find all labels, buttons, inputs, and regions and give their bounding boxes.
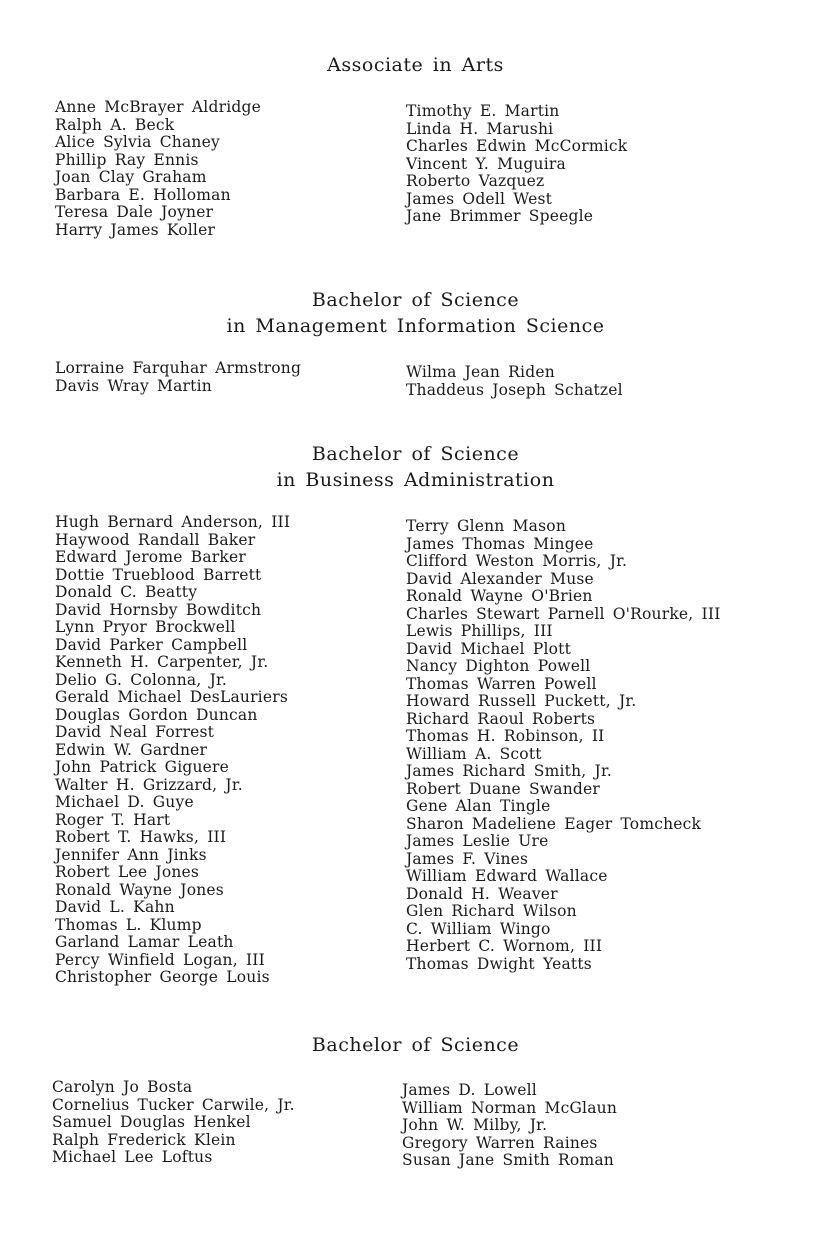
section-heading xyxy=(0,441,831,493)
graduate-name: Wilma Jean Riden xyxy=(406,363,555,381)
graduate-name: Thomas H. Robinson, II xyxy=(406,727,605,745)
graduate-name: Gerald Michael DesLauriers xyxy=(55,688,288,706)
graduate-name: Ralph Frederick Klein xyxy=(52,1130,236,1149)
name-list-right xyxy=(406,364,623,399)
graduate-name: Lorraine Farquhar Armstrong xyxy=(55,359,302,377)
graduate-name: Edwin W. Gardner xyxy=(55,740,208,759)
graduate-name: C. William Wingo xyxy=(406,919,551,938)
graduate-name: Anne McBrayer Aldridge xyxy=(55,98,261,116)
graduate-name: Sharon Madeliene Eager Tomcheck xyxy=(406,814,702,833)
graduate-name: Terry Glenn Mason xyxy=(406,517,566,535)
name-list-left xyxy=(52,1079,295,1167)
graduate-name: Timothy E. Martin xyxy=(406,102,560,120)
graduate-name: James Thomas Mingee xyxy=(406,534,594,553)
graduate-name: David Hornsby Bowditch xyxy=(55,600,262,619)
graduate-name: Haywood Randall Baker xyxy=(55,530,256,549)
graduate-name: Thomas L. Klump xyxy=(55,915,202,934)
graduate-name: Samuel Douglas Henkel xyxy=(52,1113,251,1131)
graduate-name: Thomas Dwight Yeatts xyxy=(406,954,592,973)
graduate-name: James F. Vines xyxy=(406,849,529,868)
graduate-name: Nancy Dighton Powell xyxy=(406,657,591,675)
graduate-name: Jennifer Ann Jinks xyxy=(55,845,207,864)
graduate-name: Douglas Gordon Duncan xyxy=(55,705,258,724)
graduate-name: Edward Jerome Barker xyxy=(55,548,246,566)
graduate-name: Roger T. Hart xyxy=(55,810,171,829)
graduate-name: Christopher George Louis xyxy=(55,968,270,986)
section-bachelor-of-science xyxy=(0,1032,831,1169)
name-list-left xyxy=(55,99,261,239)
graduate-name: Lynn Pryor Brockwell xyxy=(55,618,236,636)
graduate-name: James Leslie Ure xyxy=(406,832,549,850)
section-heading xyxy=(0,52,831,78)
graduate-name: Glen Richard Wilson xyxy=(406,902,577,920)
graduate-name: James Richard Smith, Jr. xyxy=(406,762,612,780)
name-list-left xyxy=(55,514,290,987)
graduate-name: Charles Edwin McCormick xyxy=(406,137,628,155)
graduate-name: Harry James Koller xyxy=(55,220,216,239)
graduate-name: Susan Jane Smith Roman xyxy=(402,1151,614,1169)
graduate-name: Alice Sylvia Chaney xyxy=(55,133,220,151)
graduate-name: John Patrick Giguere xyxy=(55,758,230,776)
graduate-name: Charles Stewart Parnell O'Rourke, III xyxy=(406,604,721,623)
graduate-name: Gregory Warren Raines xyxy=(402,1133,598,1152)
graduate-name: Robert T. Hawks, III xyxy=(55,828,227,846)
graduate-name: Hugh Bernard Anderson, III xyxy=(55,513,291,531)
graduate-name: Donald H. Weaver xyxy=(406,884,558,903)
graduate-name: Herbert C. Wornom, III xyxy=(406,937,603,955)
graduate-name: Cornelius Tucker Carwile, Jr. xyxy=(52,1095,295,1114)
heading-line: Bachelor of Science xyxy=(311,289,520,311)
graduate-name: Robert Duane Swander xyxy=(406,779,601,798)
graduate-name: William Norman McGlaun xyxy=(402,1098,618,1117)
graduate-name: Dottie Trueblood Barrett xyxy=(55,565,262,584)
graduate-name: Thaddeus Joseph Schatzel xyxy=(406,380,623,399)
section-bs-business-administration xyxy=(0,441,831,986)
graduate-name: Percy Winfield Logan, III xyxy=(55,950,265,969)
graduate-name: Ronald Wayne Jones xyxy=(55,880,224,899)
graduate-name: Linda H. Marushi xyxy=(406,119,554,138)
graduate-name: Michael D. Guye xyxy=(55,793,194,811)
graduate-name: James D. Lowell xyxy=(402,1081,537,1099)
graduate-name: John W. Milby, Jr. xyxy=(402,1116,548,1134)
graduate-name: Roberto Vazquez xyxy=(406,172,545,190)
section-heading xyxy=(0,1032,831,1058)
graduate-name: Lewis Phillips, III xyxy=(406,622,553,640)
graduate-name: Davis Wray Martin xyxy=(55,376,212,395)
graduate-name: Teresa Dale Joyner xyxy=(55,203,214,221)
graduate-name: Carolyn Jo Bosta xyxy=(52,1078,193,1096)
name-list-right xyxy=(402,1082,617,1170)
graduate-name: William A. Scott xyxy=(406,744,542,763)
graduate-name: David Parker Campbell xyxy=(55,635,248,654)
graduate-name: Jane Brimmer Speegle xyxy=(406,207,594,225)
graduate-name: David Alexander Muse xyxy=(406,569,594,588)
graduate-name: David L. Kahn xyxy=(55,898,175,916)
heading-line: Associate in Arts xyxy=(327,54,504,76)
heading-line: in Business Administration xyxy=(276,469,555,491)
heading-line: Bachelor of Science xyxy=(311,1034,520,1056)
graduate-name: Garland Lamar Leath xyxy=(55,933,234,951)
graduate-name: Phillip Ray Ennis xyxy=(55,150,199,169)
heading-line: in Management Information Science xyxy=(226,315,605,337)
graduate-name: Thomas Warren Powell xyxy=(406,674,597,693)
graduate-name: Barbara E. Holloman xyxy=(55,185,231,204)
graduate-name: Richard Raoul Roberts xyxy=(406,709,596,728)
graduate-name: Gene Alan Tingle xyxy=(406,797,551,815)
graduate-name: Robert Lee Jones xyxy=(55,863,200,881)
graduate-name: David Neal Forrest xyxy=(55,723,215,741)
graduate-name: Michael Lee Loftus xyxy=(52,1148,213,1166)
graduate-name: Joan Clay Graham xyxy=(55,168,207,186)
section-associate-in-arts xyxy=(0,52,831,239)
graduate-name: Kenneth H. Carpenter, Jr. xyxy=(55,653,269,671)
graduate-name: Vincent Y. Muguira xyxy=(406,154,566,173)
graduate-name: Delio G. Colonna, Jr. xyxy=(55,670,228,689)
name-list-right xyxy=(406,103,627,226)
name-list-right xyxy=(406,518,721,973)
graduate-name: Ralph A. Beck xyxy=(55,115,175,134)
graduate-name: James Odell West xyxy=(406,189,553,208)
graduate-name: Howard Russell Puckett, Jr. xyxy=(406,692,637,710)
name-list-left xyxy=(55,360,301,395)
graduate-name: Walter H. Grizzard, Jr. xyxy=(55,775,243,794)
graduate-name: William Edward Wallace xyxy=(406,867,608,885)
graduate-name: Ronald Wayne O'Brien xyxy=(406,587,593,605)
section-bs-management-information-science xyxy=(0,287,831,399)
graduate-name: Clifford Weston Morris, Jr. xyxy=(406,552,628,570)
heading-line: Bachelor of Science xyxy=(311,443,520,465)
section-heading xyxy=(0,287,831,339)
graduate-name: David Michael Plott xyxy=(406,639,571,658)
graduate-name: Donald C. Beatty xyxy=(55,583,198,601)
